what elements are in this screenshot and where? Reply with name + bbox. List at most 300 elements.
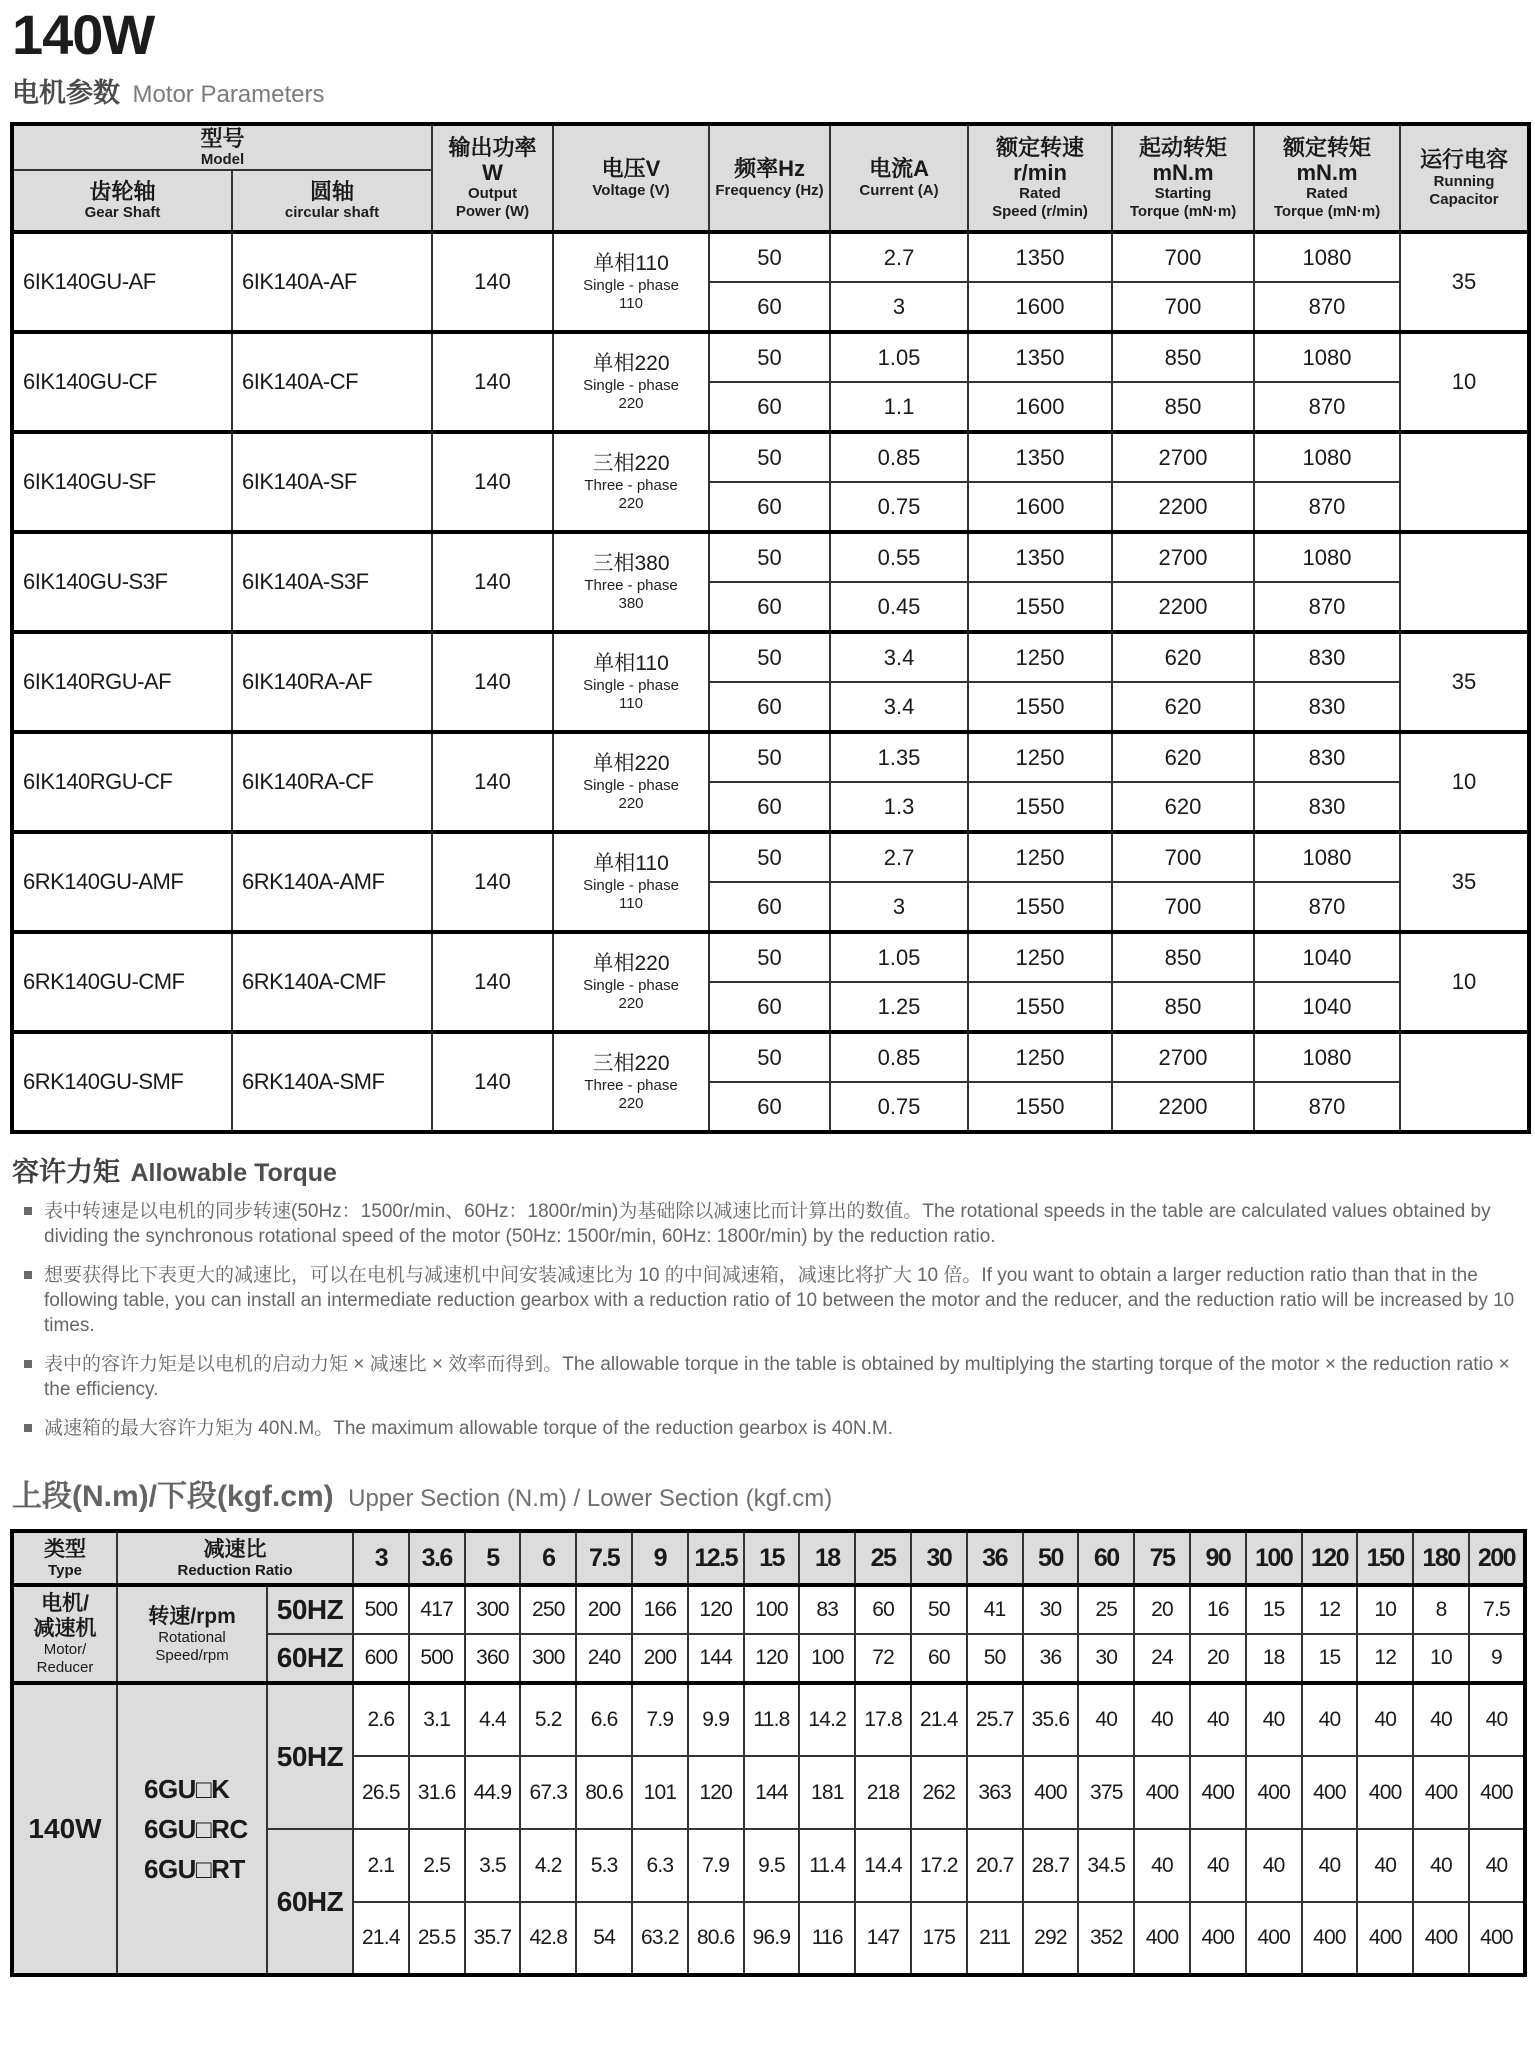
reduction-ratio-header (117, 1531, 353, 1585)
torque-nm-value: 6.3 (632, 1829, 688, 1902)
speed-value: 20 (1134, 1585, 1190, 1634)
voltage-en2: 220 (618, 795, 644, 813)
voltage-cell (553, 832, 709, 932)
speed-value: 41 (967, 1585, 1023, 1634)
motor-row-group-1 (12, 232, 1529, 282)
ratio-value-header: 3 (353, 1531, 409, 1585)
circular-shaft-model: 6RK140A-SMF (232, 1032, 432, 1132)
torque-nm-value: 40 (1413, 1829, 1469, 1902)
voltage-en1: Single - phase (583, 277, 679, 295)
voltage-zh: 单相220 (592, 951, 670, 975)
gear-shaft-model: 6IK140GU-AF (12, 232, 232, 332)
voltage-en1: Three - phase (584, 477, 678, 495)
value-cell: 50 (709, 332, 830, 382)
value-cell: 1080 (1254, 532, 1400, 582)
torque-nm-value: 21.4 (911, 1683, 967, 1756)
allowable-torque-table (10, 1529, 1527, 1977)
output-power-value: 140 (432, 1032, 553, 1132)
reduction-ratio-zh: 减速比 (203, 1537, 267, 1561)
value-cell: 1250 (968, 1032, 1112, 1082)
reduction-ratio-en: Reduction Ratio (177, 1561, 293, 1579)
torque-kgfcm-value: 120 (688, 1756, 744, 1829)
torque-nm-value: 17.8 (855, 1683, 911, 1756)
voltage-en1: Three - phase (584, 577, 678, 595)
torque-kgfcm-value: 96.9 (744, 1902, 800, 1975)
speed-value: 60 (911, 1634, 967, 1683)
output-power-value: 140 (432, 932, 553, 1032)
value-cell: 2.7 (830, 832, 968, 882)
value-cell: 2200 (1112, 1082, 1254, 1132)
torque-nm-value: 40 (1469, 1829, 1525, 1902)
model-header-zh: 型号 (200, 125, 245, 151)
value-cell: 830 (1254, 782, 1400, 832)
speed-value: 10 (1357, 1585, 1413, 1634)
value-cell: 1040 (1254, 932, 1400, 982)
output-power-en2: Power (W) (455, 203, 530, 221)
voltage-zh: 单相110 (593, 651, 669, 675)
motor-row-group-4 (12, 532, 1529, 582)
torque-kgfcm-value: 175 (911, 1902, 967, 1975)
value-cell: 620 (1112, 732, 1254, 782)
gear-shaft-header-zh: 齿轮轴 (89, 178, 156, 204)
torque-nm-value: 40 (1357, 1683, 1413, 1756)
value-cell: 1.25 (830, 982, 968, 1032)
voltage-en1: Three - phase (584, 1077, 678, 1095)
torque-nm-value: 3.5 (465, 1829, 521, 1902)
output-power-value: 140 (432, 632, 553, 732)
value-cell: 850 (1112, 932, 1254, 982)
starting-torque-en1: Starting (1154, 185, 1212, 203)
torque-kgfcm-value: 144 (744, 1756, 800, 1829)
torque-kgfcm-value: 352 (1078, 1902, 1134, 1975)
speed-value: 16 (1190, 1585, 1246, 1634)
value-cell: 60 (709, 482, 830, 532)
torque-kgfcm-value: 375 (1078, 1756, 1134, 1829)
value-cell: 2700 (1112, 532, 1254, 582)
voltage-zh: 单相110 (593, 251, 669, 275)
ratio-value-header: 150 (1357, 1531, 1413, 1585)
speed-value: 600 (353, 1634, 409, 1683)
speed-value: 10 (1413, 1634, 1469, 1683)
gear-shaft-model: 6RK140GU-SMF (12, 1032, 232, 1132)
speed-value: 30 (1078, 1634, 1134, 1683)
value-cell: 1350 (968, 232, 1112, 282)
rated-torque-unit: mN.m (1296, 159, 1358, 185)
torque-nm-value: 40 (1246, 1683, 1302, 1756)
ratio-value-header: 180 (1413, 1531, 1469, 1585)
torque-kgfcm-value: 63.2 (632, 1902, 688, 1975)
torque-kgfcm-value: 262 (911, 1756, 967, 1829)
voltage-cell (553, 1032, 709, 1132)
motor-row-group-9 (12, 1032, 1529, 1082)
frequency-header (709, 124, 830, 232)
torque-nm-value: 40 (1190, 1683, 1246, 1756)
value-cell: 3.4 (830, 632, 968, 682)
ratio-value-header: 120 (1302, 1531, 1358, 1585)
speed-value: 417 (409, 1585, 465, 1634)
hz-60-label: 60HZ (267, 1829, 353, 1975)
torque-kgfcm-value: 44.9 (465, 1756, 521, 1829)
gear-shaft-model: 6RK140GU-CMF (12, 932, 232, 1032)
gear-shaft-model: 6IK140GU-SF (12, 432, 232, 532)
output-power-value: 140 (432, 432, 553, 532)
value-cell: 60 (709, 582, 830, 632)
voltage-header-zh: 电压V (601, 156, 661, 182)
speed-value: 12 (1302, 1585, 1358, 1634)
speed-value: 300 (465, 1585, 521, 1634)
speed-value: 120 (688, 1585, 744, 1634)
voltage-en2: 110 (619, 895, 643, 913)
value-cell: 50 (709, 832, 830, 882)
speed-value: 12 (1357, 1634, 1413, 1683)
torque-kgfcm-value: 181 (799, 1756, 855, 1829)
value-cell: 2700 (1112, 432, 1254, 482)
motor-row-group-3 (12, 432, 1529, 482)
value-cell: 700 (1112, 282, 1254, 332)
circular-shaft-model: 6IK140A-CF (232, 332, 432, 432)
value-cell: 0.85 (830, 432, 968, 482)
speed-value: 100 (799, 1634, 855, 1683)
motor-reducer-zh1: 电机/ (41, 1591, 89, 1615)
torque-kgfcm-value: 211 (967, 1902, 1023, 1975)
model-header-en: Model (200, 151, 245, 169)
model-header (12, 124, 432, 170)
torque-nm-value: 40 (1078, 1683, 1134, 1756)
torque-nm-value: 5.2 (520, 1683, 576, 1756)
value-cell: 60 (709, 382, 830, 432)
value-cell: 620 (1112, 782, 1254, 832)
frequency-header-en: Frequency (Hz) (715, 181, 824, 199)
value-cell: 870 (1254, 882, 1400, 932)
value-cell: 0.75 (830, 482, 968, 532)
motor-row-group-5 (12, 632, 1529, 682)
value-cell: 850 (1112, 332, 1254, 382)
torque-nm-value: 40 (1413, 1683, 1469, 1756)
circular-shaft-model: 6IK140A-AF (232, 232, 432, 332)
circular-shaft-header-en: circular shaft (284, 204, 380, 222)
voltage-cell (553, 432, 709, 532)
value-cell: 1600 (968, 282, 1112, 332)
value-cell: 1350 (968, 432, 1112, 482)
speed-value: 120 (744, 1634, 800, 1683)
running-capacitor-zh: 运行电容 (1420, 147, 1509, 173)
voltage-en2: 110 (619, 695, 643, 713)
torque-kgfcm-value: 147 (855, 1902, 911, 1975)
value-cell: 0.75 (830, 1082, 968, 1132)
value-cell: 2200 (1112, 582, 1254, 632)
torque-nm-value: 40 (1134, 1683, 1190, 1756)
torque-nm-value: 9.5 (744, 1829, 800, 1902)
torque-kgfcm-value: 400 (1246, 1902, 1302, 1975)
frequency-header-zh: 频率Hz (734, 156, 805, 182)
gear-shaft-model: 6RK140GU-AMF (12, 832, 232, 932)
gear-shaft-model: 6IK140GU-S3F (12, 532, 232, 632)
torque-kgfcm-value: 400 (1302, 1756, 1358, 1829)
speed-value: 72 (855, 1634, 911, 1683)
torque-nm-value: 7.9 (688, 1829, 744, 1902)
value-cell: 620 (1112, 632, 1254, 682)
torque-kgfcm-value: 400 (1357, 1756, 1413, 1829)
capacitor-value: 35 (1400, 632, 1529, 732)
capacitor-value: 10 (1400, 932, 1529, 1032)
value-cell: 3 (830, 282, 968, 332)
value-cell: 830 (1254, 682, 1400, 732)
starting-torque-zh: 起动转矩 (1139, 134, 1228, 160)
speed-value: 200 (576, 1585, 632, 1634)
header-row-1 (12, 124, 1529, 170)
bullet-square-icon (24, 1207, 32, 1215)
value-cell: 50 (709, 732, 830, 782)
value-cell: 850 (1112, 982, 1254, 1032)
torque-kgfcm-value: 400 (1413, 1756, 1469, 1829)
voltage-cell (553, 332, 709, 432)
motor-parameters-heading-zh: 电机参数 (12, 77, 120, 108)
voltage-en1: Single - phase (583, 977, 679, 995)
note-text: 表中的容许力矩是以电机的启动力矩 × 减速比 × 效率而得到。The allowable torque in the table is obtained by multiplying the starting torque of the motor × the reduction ratio × the efficiency. (44, 1354, 1510, 1401)
upper-lower-heading-zh: 上段(N.m)/下段(kgf.cm) (12, 1480, 334, 1514)
value-cell: 1080 (1254, 332, 1400, 382)
motor-parameters-heading-en: Motor Parameters (132, 80, 325, 108)
note-item (24, 1352, 1527, 1402)
torque-nm-value: 2.5 (409, 1829, 465, 1902)
starting-torque-en2: Torque (mN·m) (1129, 203, 1237, 221)
value-cell: 1080 (1254, 432, 1400, 482)
ratio-value-header: 12.5 (688, 1531, 744, 1585)
torque-kgfcm-value: 42.8 (520, 1902, 576, 1975)
torque-nm-value: 2.1 (353, 1829, 409, 1902)
torque-kgfcm-value: 400 (1413, 1902, 1469, 1975)
speed-value: 7.5 (1469, 1585, 1525, 1634)
speed-value: 8 (1413, 1585, 1469, 1634)
ratio-value-header: 75 (1134, 1531, 1190, 1585)
motor-row-group-8 (12, 932, 1529, 982)
value-cell: 1550 (968, 682, 1112, 732)
bullet-square-icon (24, 1424, 32, 1432)
motor-row-group-2 (12, 332, 1529, 382)
value-cell: 1600 (968, 482, 1112, 532)
torque-kgfcm-value: 54 (576, 1902, 632, 1975)
value-cell: 870 (1254, 1082, 1400, 1132)
value-cell: 50 (709, 932, 830, 982)
current-header (830, 124, 968, 232)
speed-value: 15 (1246, 1585, 1302, 1634)
voltage-en2: 220 (618, 395, 644, 413)
torque-nm-value: 20.7 (967, 1829, 1023, 1902)
capacitor-value: 10 (1400, 732, 1529, 832)
type-header-zh: 类型 (44, 1537, 86, 1561)
output-power-value: 140 (432, 732, 553, 832)
note-item (24, 1199, 1527, 1249)
ratio-value-header: 60 (1078, 1531, 1134, 1585)
hz-50-label: 50HZ (267, 1683, 353, 1829)
speed-value: 250 (520, 1585, 576, 1634)
value-cell: 870 (1254, 282, 1400, 332)
circular-shaft-model: 6IK140RA-CF (232, 732, 432, 832)
hz-50-label: 50HZ (267, 1585, 353, 1634)
capacitor-value (1400, 532, 1529, 632)
value-cell: 1080 (1254, 1032, 1400, 1082)
gearbox-model-1: 6GU□K (144, 1773, 230, 1804)
value-cell: 1250 (968, 632, 1112, 682)
value-cell: 1.3 (830, 782, 968, 832)
motor-reducer-header (12, 1585, 117, 1683)
motor-row-group-7 (12, 832, 1529, 882)
torque-kgfcm-value: 400 (1302, 1902, 1358, 1975)
note-text: 想要获得比下表更大的减速比，可以在电机与减速机中间安装减速比为 10 的中间减速箱，减速比将扩大 10 倍。If you want to obtain a larger reduction ratio than that in the following table, you can install an intermediate reduction gearbox with a reduction ratio of 10 between the motor and the reducer, and the reduction ratio will be increased by 10 times. (44, 1265, 1515, 1337)
rated-torque-en2: Torque (mN·m) (1273, 203, 1381, 221)
ratio-value-header: 5 (465, 1531, 521, 1585)
torque-nm-value: 40 (1134, 1829, 1190, 1902)
torque-kgfcm-value: 400 (1134, 1902, 1190, 1975)
speed-value: 30 (1023, 1585, 1079, 1634)
torque-kgfcm-value: 400 (1023, 1756, 1079, 1829)
voltage-cell (553, 232, 709, 332)
circular-shaft-model: 6IK140RA-AF (232, 632, 432, 732)
ratio-value-header: 36 (967, 1531, 1023, 1585)
voltage-en1: Single - phase (583, 877, 679, 895)
value-cell: 1550 (968, 982, 1112, 1032)
value-cell: 50 (709, 432, 830, 482)
ratio-value-header: 7.5 (576, 1531, 632, 1585)
torque-nm-value: 34.5 (1078, 1829, 1134, 1902)
voltage-en1: Single - phase (583, 777, 679, 795)
current-header-zh: 电流A (869, 156, 929, 182)
torque-nm-value: 17.2 (911, 1829, 967, 1902)
torque-nm-value: 40 (1190, 1829, 1246, 1902)
value-cell: 1550 (968, 1082, 1112, 1132)
torque-nm-value: 28.7 (1023, 1829, 1079, 1902)
value-cell: 1550 (968, 882, 1112, 932)
running-capacitor-header (1400, 124, 1529, 232)
voltage-zh: 三相220 (592, 451, 670, 475)
starting-torque-header (1112, 124, 1254, 232)
circular-shaft-model: 6RK140A-AMF (232, 832, 432, 932)
capacitor-value (1400, 1032, 1529, 1132)
torque-kgfcm-value: 80.6 (688, 1902, 744, 1975)
speed-value: 500 (409, 1634, 465, 1683)
value-cell: 1.1 (830, 382, 968, 432)
value-cell: 50 (709, 1032, 830, 1082)
value-cell: 50 (709, 232, 830, 282)
speed-value: 200 (632, 1634, 688, 1683)
value-cell: 1350 (968, 532, 1112, 582)
running-capacitor-en2: Capacitor (1429, 190, 1499, 208)
ratio-value-header: 3.6 (409, 1531, 465, 1585)
value-cell: 870 (1254, 582, 1400, 632)
speed-50hz-row (12, 1585, 1525, 1634)
value-cell: 870 (1254, 482, 1400, 532)
output-power-unit: W (482, 159, 503, 185)
starting-torque-unit: mN.m (1152, 159, 1214, 185)
torque-kgfcm-value: 400 (1134, 1756, 1190, 1829)
value-cell: 1.05 (830, 932, 968, 982)
motor-row-group-6 (12, 732, 1529, 782)
speed-value: 50 (967, 1634, 1023, 1683)
page-title: 140W (12, 3, 155, 66)
voltage-en2: 380 (618, 595, 644, 613)
voltage-en2: 110 (619, 295, 643, 313)
note-text: 减速箱的最大容许力矩为 40N.M。The maximum allowable torque of the reduction gearbox is 40N.M. (44, 1418, 893, 1440)
rated-torque-zh: 额定转矩 (1283, 134, 1372, 160)
value-cell: 50 (709, 532, 830, 582)
torque-nm-value: 40 (1246, 1829, 1302, 1902)
value-cell: 870 (1254, 382, 1400, 432)
speed-value: 360 (465, 1634, 521, 1683)
value-cell: 830 (1254, 732, 1400, 782)
upper-lower-heading-en: Upper Section (N.m) / Lower Section (kgf.cm) (348, 1485, 833, 1513)
value-cell: 1080 (1254, 232, 1400, 282)
torque-nm-value: 7.9 (632, 1683, 688, 1756)
torque-nm-value: 5.3 (576, 1829, 632, 1902)
value-cell: 60 (709, 882, 830, 932)
torque-nm-value: 2.6 (353, 1683, 409, 1756)
value-cell: 700 (1112, 832, 1254, 882)
circular-shaft-header (232, 170, 432, 232)
rotational-speed-header (117, 1585, 267, 1683)
voltage-header-en: Voltage (V) (592, 181, 670, 199)
circular-shaft-model: 6RK140A-CMF (232, 932, 432, 1032)
bullet-square-icon (24, 1271, 32, 1279)
torque-nm-value: 40 (1302, 1683, 1358, 1756)
note-item (24, 1263, 1527, 1338)
value-cell: 3 (830, 882, 968, 932)
value-cell: 1.35 (830, 732, 968, 782)
torque-kgfcm-value: 101 (632, 1756, 688, 1829)
torque-nm-value: 40 (1469, 1683, 1525, 1756)
value-cell: 0.85 (830, 1032, 968, 1082)
rated-speed-unit: r/min (1013, 159, 1067, 185)
circular-shaft-header-zh: 圆轴 (310, 178, 355, 204)
circular-shaft-model: 6IK140A-SF (232, 432, 432, 532)
value-cell: 830 (1254, 632, 1400, 682)
rated-torque-en1: Rated (1306, 185, 1348, 203)
torque-nm-value: 25.7 (967, 1683, 1023, 1756)
gearbox-model-2: 6GU□RC (144, 1813, 248, 1844)
circular-shaft-model: 6IK140A-S3F (232, 532, 432, 632)
rotational-speed-en1: Rotational (158, 1628, 226, 1646)
torque-kgfcm-value: 400 (1190, 1756, 1246, 1829)
rated-speed-en2: Speed (r/min) (992, 203, 1088, 221)
torque-nm-value: 3.1 (409, 1683, 465, 1756)
allowable-torque-heading (12, 1150, 1527, 1189)
ratio-value-header: 9 (632, 1531, 688, 1585)
torque-kgfcm-value: 21.4 (353, 1902, 409, 1975)
value-cell: 1.05 (830, 332, 968, 382)
value-cell: 1350 (968, 332, 1112, 382)
rated-speed-en1: Rated (1019, 185, 1061, 203)
torque-nm-value: 40 (1302, 1829, 1358, 1902)
speed-value: 18 (1246, 1634, 1302, 1683)
allowable-torque-notes (24, 1199, 1527, 1441)
voltage-zh: 三相220 (592, 1051, 670, 1075)
value-cell: 50 (709, 632, 830, 682)
torque-kgfcm-value: 218 (855, 1756, 911, 1829)
value-cell: 1550 (968, 782, 1112, 832)
voltage-en1: Single - phase (583, 677, 679, 695)
value-cell: 1250 (968, 732, 1112, 782)
torque-kgfcm-value: 400 (1469, 1756, 1525, 1829)
output-power-value: 140 (432, 232, 553, 332)
speed-value: 144 (688, 1634, 744, 1683)
torque-kgfcm-value: 292 (1023, 1902, 1079, 1975)
output-power-header (432, 124, 553, 232)
voltage-cell (553, 532, 709, 632)
torque-nm-value: 4.2 (520, 1829, 576, 1902)
speed-value: 36 (1023, 1634, 1079, 1683)
rated-speed-zh: 额定转速 (996, 134, 1085, 160)
value-cell: 0.45 (830, 582, 968, 632)
torque-kgfcm-value: 31.6 (409, 1756, 465, 1829)
